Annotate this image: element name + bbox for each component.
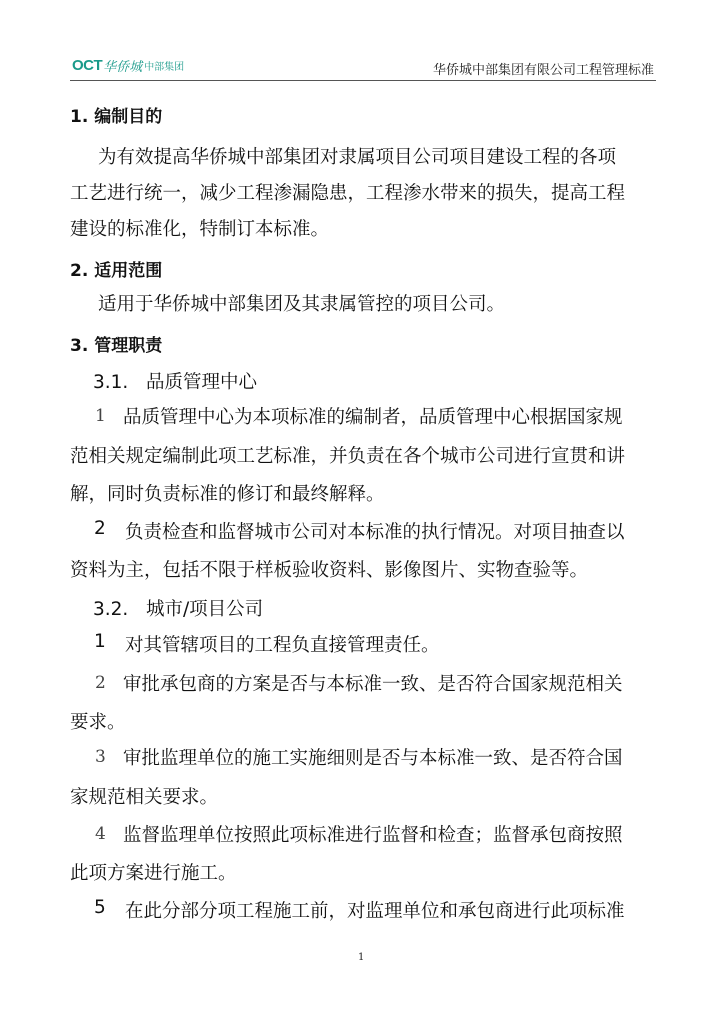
section-2-heading: 2. 适用范围 [70,261,163,281]
company-logo [72,56,184,75]
item-3-1-2-line-2: 资料为主，包括不限于样板验收资料、影像图片、实物查验等。 [70,560,589,581]
item-3-1-2-line-1: 负责检查和监督城市公司对本标准的执行情况。对项目抽查以 [125,522,625,543]
section-1-line-1: 为有效提高华侨城中部集团对隶属项目公司项目建设工程的各项 [98,147,617,168]
item-3-1-2-number: 2 [94,518,106,539]
subsection-3-2-heading: 3.2. 城市/项目公司 [93,599,264,620]
item-3-2-3-number: 3 [95,747,106,767]
page-number: 1 [358,952,365,963]
item-3-1-1-line-3: 解，同时负责标准的修订和最终解释。 [70,484,385,505]
document-title: 华侨城中部集团有限公司工程管理标准 [432,63,654,78]
section-1-line-2: 工艺进行统一，减少工程渗漏隐患，工程渗水带来的损失，提高工程 [70,183,626,204]
section-2-line-1: 适用于华侨城中部集团及其隶属管控的项目公司。 [98,294,506,315]
logo-script-text: 华侨城 [103,60,143,75]
item-3-2-5-line-1: 在此分部分项工程施工前，对监理单位和承包商进行此项标准 [125,901,625,922]
item-3-2-3-line-1: 审批监理单位的施工实施细则是否与本标准一致、是否符合国 [123,748,623,769]
item-3-1-1-line-2: 范相关规定编制此项工艺标准，并负责在各个城市公司进行宣贯和讲 [70,446,626,467]
item-3-2-5-number: 5 [94,897,106,918]
item-3-2-1-number: 1 [94,631,106,652]
subsection-3-1-heading: 3.1. 品质管理中心 [93,372,257,393]
section-1-line-3: 建设的标准化，特制订本标准。 [70,219,330,240]
item-3-2-2-number: 2 [95,673,106,693]
item-3-2-4-number: 4 [95,824,106,844]
logo-group-text: 中部集团 [144,62,185,73]
item-3-1-1-line-1: 品质管理中心为本项标准的编制者，品质管理中心根据国家规 [123,407,623,428]
item-3-2-4-line-1: 监督监理单位按照此项标准进行监督和检查；监督承包商按照 [123,825,623,846]
logo-oct-text: OCT [72,57,103,74]
item-3-2-2-line-2: 要求。 [70,712,126,733]
section-3-heading: 3. 管理职责 [70,336,163,356]
item-3-2-2-line-1: 审批承包商的方案是否与本标准一致、是否符合国家规范相关 [123,674,623,695]
item-3-2-1-line-1: 对其管辖项目的工程负直接管理责任。 [125,635,440,656]
item-3-2-4-line-2: 此项方案进行施工。 [70,863,237,884]
item-3-1-1-number: 1 [95,406,106,426]
page-header [70,52,656,81]
section-1-heading: 1. 编制目的 [70,107,163,127]
item-3-2-3-line-2: 家规范相关要求。 [70,787,219,808]
